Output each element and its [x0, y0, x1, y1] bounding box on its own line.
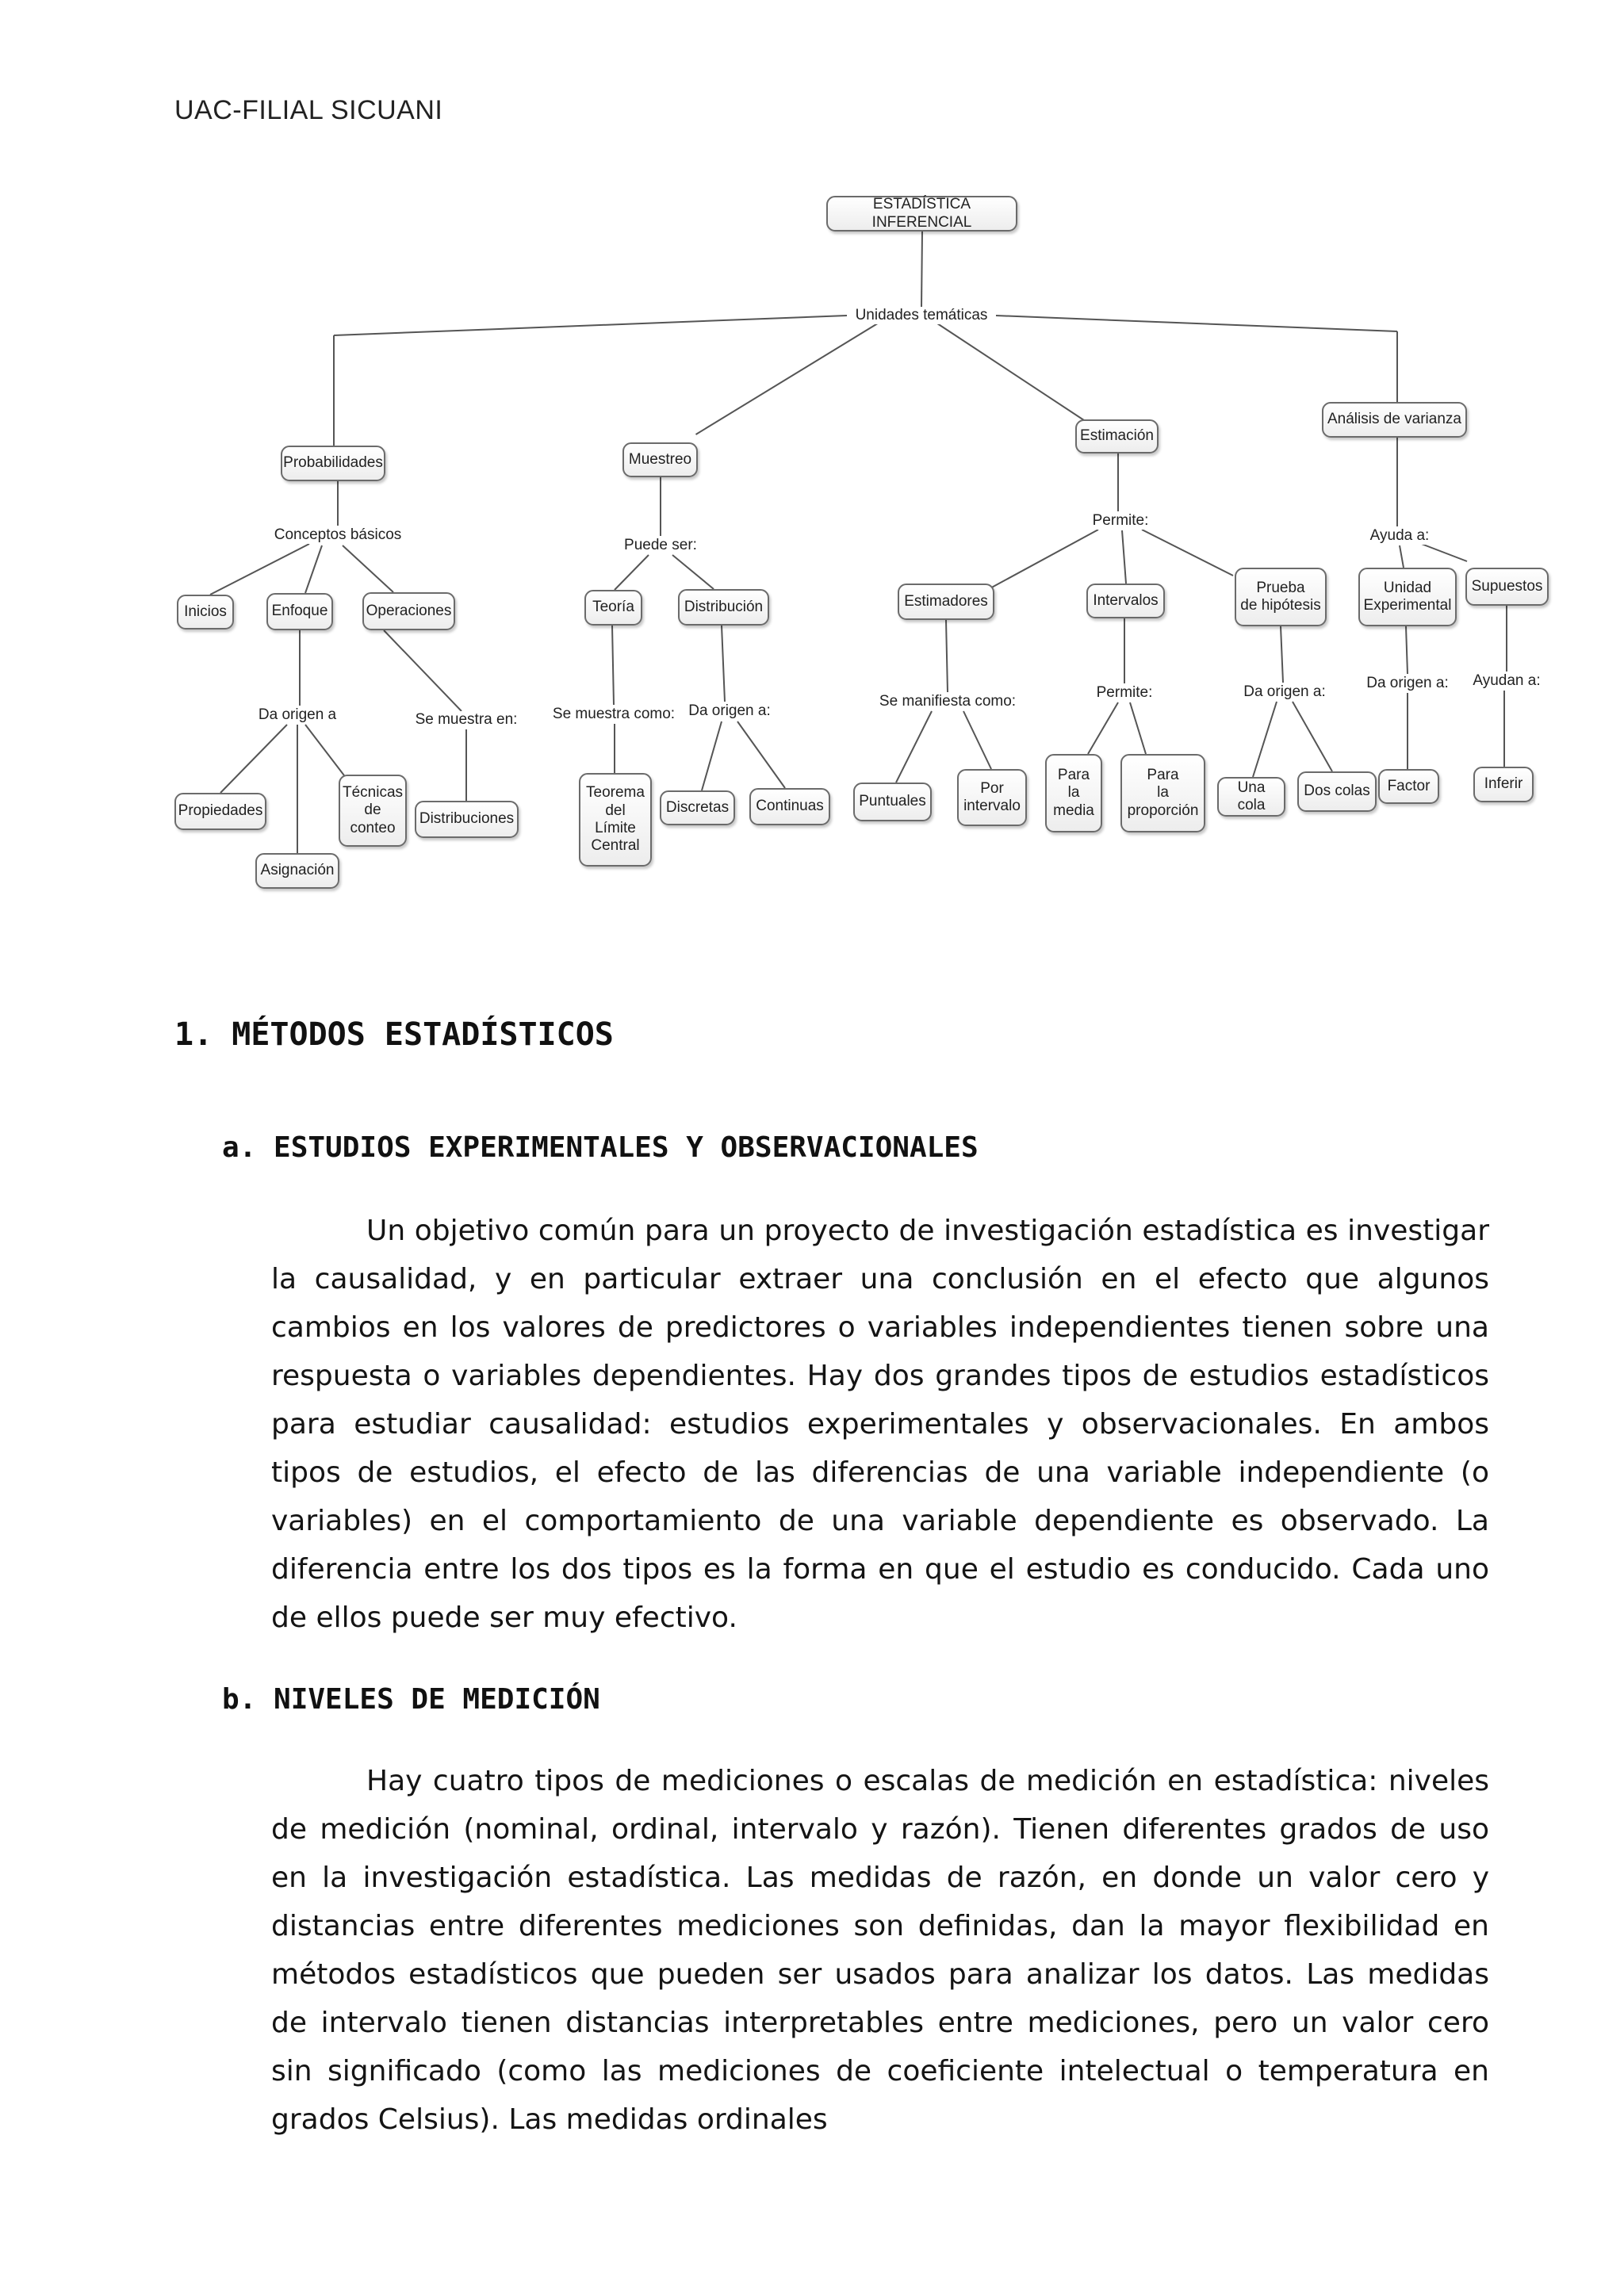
node-factor: Factor [1378, 769, 1439, 804]
concept-map-link [1142, 530, 1233, 576]
node-puntuales: Puntuales [853, 783, 932, 821]
node-continuas: Continuas [749, 788, 830, 825]
node-muestreo: Muestreo [622, 442, 698, 477]
concept-map-link [921, 232, 922, 308]
conn-puede-ser: Puede ser: [621, 537, 700, 554]
paragraph-a: Un objetivo común para un proyecto de investigación estadística es investigar la causalidad, y en particular extraer una conclusión en el efecto que algunos cambios en los valores de predictores o variables independientes tienen sobre una respuesta o variables dependientes. Hay dos grandes tipos de estudios estadísticos para estudiar causalidad: estudios experimentales y observacionales. En ambos tipos de estudios, el efecto de las diferencias de una variable independiente (o variables) en el comportamiento de una variable dependiente es observado. La diferencia entre los dos tipos es la forma en que el estudio es conducido. Cada uno de ellos puede ser muy efectivo. [271, 1215, 1489, 1634]
node-probabilidades: Probabilidades [281, 446, 385, 481]
node-distribuciones: Distribuciones [415, 801, 519, 838]
concept-map-link [696, 322, 881, 434]
concept-map-link [996, 316, 1397, 331]
concept-map-link [334, 316, 847, 335]
concept-map-link [963, 711, 991, 769]
node-una-cola: Una cola [1217, 777, 1285, 817]
section-heading: 1. MÉTODOS ESTADÍSTICOS [174, 1016, 614, 1053]
conn-conceptos: Conceptos básicos [271, 526, 405, 544]
node-supuestos: Supuestos [1465, 568, 1549, 606]
concept-map-link [937, 323, 1086, 422]
conn-se-manifiesta: Se manifiesta como: [876, 693, 1019, 710]
concept-map-link [1253, 702, 1277, 777]
concept-map-link [1419, 543, 1467, 561]
node-root: ESTADÍSTICA INFERENCIAL [826, 196, 1017, 232]
node-operaciones: Operaciones [362, 592, 455, 630]
page-header: UAC-FILIAL SICUANI [174, 95, 443, 125]
concept-map-link [737, 721, 785, 788]
concept-map-link [946, 620, 948, 692]
node-estimacion: Estimación [1075, 419, 1159, 453]
concept-map-link [1400, 545, 1404, 568]
concept-map-link [896, 711, 932, 783]
node-unidad: Unidad Experimental [1358, 568, 1457, 626]
concept-map-link [1281, 626, 1283, 683]
node-intervalos: Intervalos [1086, 584, 1165, 618]
concept-map-link [305, 545, 322, 593]
subsection-heading-b: b. NIVELES DE MEDICIÓN [222, 1683, 600, 1716]
node-discretas: Discretas [660, 790, 735, 825]
concept-map-link [702, 721, 722, 790]
concept-map-link [220, 725, 287, 793]
node-propiedades: Propiedades [174, 793, 266, 830]
concept-map-link [987, 530, 1098, 590]
concept-map-link [1088, 702, 1118, 754]
concept-map-link [1406, 626, 1408, 674]
node-enfoque: Enfoque [266, 593, 333, 630]
concept-map [170, 178, 1550, 920]
conn-permite2: Permite: [1094, 684, 1156, 702]
concept-map-link [612, 626, 614, 705]
node-inferir: Inferir [1473, 767, 1534, 802]
node-dos-colas: Dos colas [1297, 771, 1377, 812]
conn-da-origen-a4: Da origen a: [1363, 675, 1452, 692]
node-para-media: Para la media [1045, 754, 1102, 832]
conn-se-muestra-en: Se muestra en: [412, 711, 521, 729]
subsection-heading-a: a. ESTUDIOS EXPERIMENTALES Y OBSERVACIONALES [222, 1131, 979, 1164]
concept-map-link [384, 630, 462, 711]
concept-map-link [1293, 702, 1332, 771]
conn-unidades: Unidades temáticas [852, 307, 991, 324]
node-teorema: Teorema del Límite Central [579, 773, 652, 867]
node-asignacion: Asignación [255, 853, 339, 889]
conn-ayudan: Ayudan a: [1469, 672, 1543, 690]
concept-map-link [343, 545, 393, 592]
conn-se-muestra-como: Se muestra como: [550, 706, 678, 723]
conn-da-origen-a1: Da origen a [255, 706, 339, 724]
conn-da-origen-a3: Da origen a: [1240, 683, 1329, 701]
node-por-intervalo: Por intervalo [957, 769, 1027, 826]
node-prueba: Prueba de hipótesis [1235, 568, 1327, 626]
concept-map-link [615, 555, 649, 590]
concept-map-link [1130, 702, 1146, 754]
node-inicios: Inicios [177, 595, 234, 629]
node-para-proporcion: Para la proporción [1120, 754, 1205, 832]
concept-map-link [210, 544, 309, 595]
node-tecnicas: Técnicas de conteo [339, 775, 407, 847]
concept-map-link [1122, 530, 1126, 584]
conn-ayuda: Ayuda a: [1367, 527, 1433, 545]
conn-da-origen-a2: Da origen a: [685, 702, 774, 720]
node-estimadores: Estimadores [898, 584, 994, 620]
conn-permite1: Permite: [1090, 512, 1152, 530]
node-analisis: Análisis de varianza [1322, 402, 1467, 438]
node-distribucion: Distribución [678, 589, 769, 626]
node-teoria: Teoría [584, 590, 642, 626]
concept-map-link [305, 725, 347, 779]
concept-map-link [722, 626, 725, 702]
paragraph-b: Hay cuatro tipos de mediciones o escalas de medición en estadística: niveles de medición (nominal, ordinal, intervalo y razón). Tienen diferentes grados de uso en la investigación estadística. Las medidas de razón, en donde un valor cero y distancias entre diferentes mediciones son definidas, dan la mayor flexibilidad en métodos estadísticos que pueden ser usados para analizar los datos. Las medidas de intervalo tienen distancias interpretables entre mediciones, pero un valor cero sin significado (como las mediciones de coeficiente intelectual o temperatura en grados Celsius). Las medidas ordinales [271, 1765, 1489, 2136]
concept-map-link [672, 555, 714, 589]
